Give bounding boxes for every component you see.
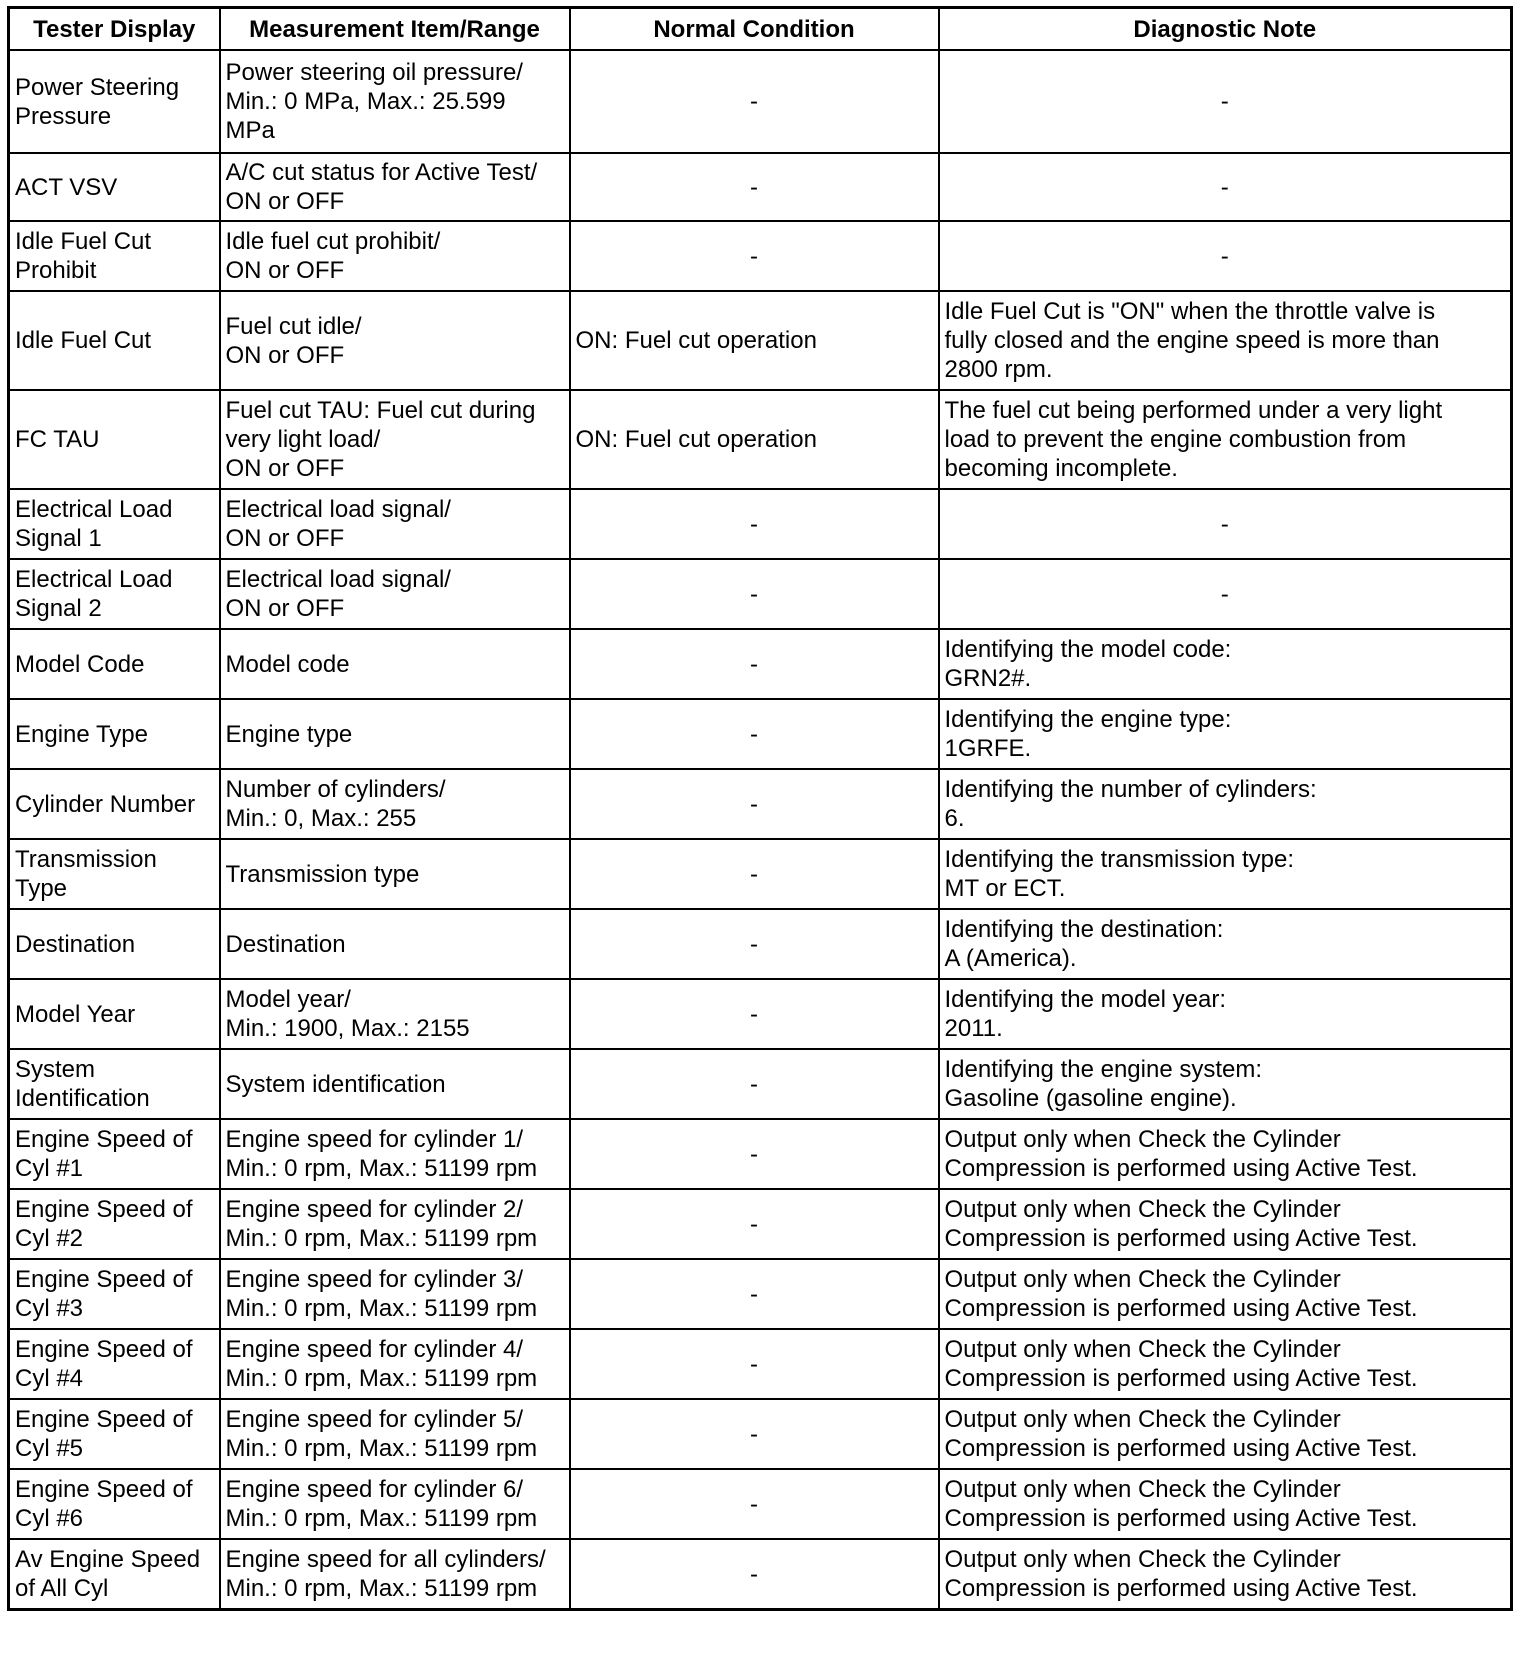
diagnostic-note-cell: - xyxy=(939,221,1512,291)
diagnostic-note-cell: Identifying the transmission type: MT or ECT. xyxy=(939,839,1512,909)
tester-display-cell: Cylinder Number xyxy=(9,769,220,839)
normal-condition-cell: - xyxy=(570,1259,939,1329)
measurement-cell: Transmission type xyxy=(220,839,570,909)
table-row xyxy=(9,839,1512,909)
tester-display-cell: FC TAU xyxy=(9,390,220,489)
tester-display-cell: Engine Speed of Cyl #6 xyxy=(9,1469,220,1539)
table-row xyxy=(9,1189,1512,1259)
measurement-cell: Electrical load signal/ ON or OFF xyxy=(220,559,570,629)
tester-display-cell: Idle Fuel Cut Prohibit xyxy=(9,221,220,291)
table-row xyxy=(9,1469,1512,1539)
tester-display-cell: Engine Speed of Cyl #1 xyxy=(9,1119,220,1189)
normal-condition-cell: - xyxy=(570,1049,939,1119)
tester-display-cell: ACT VSV xyxy=(9,153,220,221)
tester-display-cell: Destination xyxy=(9,909,220,979)
diagnostic-note-cell: Identifying the model code: GRN2#. xyxy=(939,629,1512,699)
normal-condition-cell: ON: Fuel cut operation xyxy=(570,291,939,390)
diagnostic-note-cell: - xyxy=(939,489,1512,559)
table-row xyxy=(9,291,1512,390)
tester-display-cell: Model Year xyxy=(9,979,220,1049)
tester-display-cell: Electrical Load Signal 2 xyxy=(9,559,220,629)
tester-display-cell: Electrical Load Signal 1 xyxy=(9,489,220,559)
measurement-cell: Fuel cut idle/ ON or OFF xyxy=(220,291,570,390)
measurement-cell: A/C cut status for Active Test/ ON or OFF xyxy=(220,153,570,221)
header-normal-condition: Normal Condition xyxy=(570,8,939,51)
measurement-cell: Engine speed for cylinder 3/ Min.: 0 rpm, Max.: 51199 rpm xyxy=(220,1259,570,1329)
table-row xyxy=(9,769,1512,839)
measurement-cell: Engine speed for cylinder 5/ Min.: 0 rpm, Max.: 51199 rpm xyxy=(220,1399,570,1469)
table-row xyxy=(9,559,1512,629)
normal-condition-cell: - xyxy=(570,839,939,909)
diagnostic-note-cell: Output only when Check the Cylinder Compression is performed using Active Test. xyxy=(939,1119,1512,1189)
table-row xyxy=(9,1329,1512,1399)
measurement-cell: Engine speed for cylinder 1/ Min.: 0 rpm, Max.: 51199 rpm xyxy=(220,1119,570,1189)
header-tester-display: Tester Display xyxy=(9,8,220,51)
normal-condition-cell: - xyxy=(570,153,939,221)
diagnostic-note-cell: Output only when Check the Cylinder Compression is performed using Active Test. xyxy=(939,1189,1512,1259)
tester-display-cell: Engine Speed of Cyl #4 xyxy=(9,1329,220,1399)
measurement-cell: Engine speed for cylinder 4/ Min.: 0 rpm, Max.: 51199 rpm xyxy=(220,1329,570,1399)
normal-condition-cell: - xyxy=(570,979,939,1049)
tester-display-cell: Engine Type xyxy=(9,699,220,769)
diagnostic-note-cell: Identifying the number of cylinders: 6. xyxy=(939,769,1512,839)
diagnostic-note-cell: - xyxy=(939,50,1512,153)
tester-display-cell: Engine Speed of Cyl #2 xyxy=(9,1189,220,1259)
data-list-table xyxy=(7,6,1513,1611)
tester-display-cell: Engine Speed of Cyl #3 xyxy=(9,1259,220,1329)
measurement-cell: Number of cylinders/ Min.: 0, Max.: 255 xyxy=(220,769,570,839)
diagnostic-note-cell: Output only when Check the Cylinder Compression is performed using Active Test. xyxy=(939,1399,1512,1469)
table-header-row xyxy=(9,8,1512,51)
tester-display-cell: Model Code xyxy=(9,629,220,699)
normal-condition-cell: - xyxy=(570,699,939,769)
measurement-cell: Idle fuel cut prohibit/ ON or OFF xyxy=(220,221,570,291)
measurement-cell: Power steering oil pressure/ Min.: 0 MPa, Max.: 25.599 MPa xyxy=(220,50,570,153)
tester-display-cell: Idle Fuel Cut xyxy=(9,291,220,390)
tester-display-cell: Engine Speed of Cyl #5 xyxy=(9,1399,220,1469)
diagnostic-note-cell: - xyxy=(939,153,1512,221)
normal-condition-cell: - xyxy=(570,221,939,291)
diagnostic-note-cell: Output only when Check the Cylinder Compression is performed using Active Test. xyxy=(939,1469,1512,1539)
diagnostic-note-cell: Identifying the engine type: 1GRFE. xyxy=(939,699,1512,769)
normal-condition-cell: - xyxy=(570,489,939,559)
table-row xyxy=(9,221,1512,291)
table-row xyxy=(9,1259,1512,1329)
table-row xyxy=(9,699,1512,769)
table-row xyxy=(9,489,1512,559)
diagnostic-note-cell: Output only when Check the Cylinder Compression is performed using Active Test. xyxy=(939,1539,1512,1610)
diagnostic-note-cell: Output only when Check the Cylinder Compression is performed using Active Test. xyxy=(939,1259,1512,1329)
tester-display-cell: Av Engine Speed of All Cyl xyxy=(9,1539,220,1610)
normal-condition-cell: - xyxy=(570,1539,939,1610)
tester-display-cell: Power Steering Pressure xyxy=(9,50,220,153)
measurement-cell: Engine speed for cylinder 6/ Min.: 0 rpm, Max.: 51199 rpm xyxy=(220,1469,570,1539)
table-row xyxy=(9,629,1512,699)
normal-condition-cell: - xyxy=(570,1119,939,1189)
measurement-cell: Model code xyxy=(220,629,570,699)
tester-display-cell: System Identification xyxy=(9,1049,220,1119)
measurement-cell: System identification xyxy=(220,1049,570,1119)
measurement-cell: Engine speed for all cylinders/ Min.: 0 rpm, Max.: 51199 rpm xyxy=(220,1539,570,1610)
table-row xyxy=(9,909,1512,979)
diagnostic-note-cell: Idle Fuel Cut is "ON" when the throttle valve is fully closed and the engine speed is more than 2800 rpm. xyxy=(939,291,1512,390)
header-diagnostic-note: Diagnostic Note xyxy=(939,8,1512,51)
diagnostic-note-cell: Identifying the engine system: Gasoline (gasoline engine). xyxy=(939,1049,1512,1119)
measurement-cell: Engine type xyxy=(220,699,570,769)
normal-condition-cell: - xyxy=(570,559,939,629)
diagnostic-note-cell: The fuel cut being performed under a very light load to prevent the engine combustion from becoming incomplete. xyxy=(939,390,1512,489)
normal-condition-cell: ON: Fuel cut operation xyxy=(570,390,939,489)
header-measurement-item-range: Measurement Item/Range xyxy=(220,8,570,51)
normal-condition-cell: - xyxy=(570,629,939,699)
table-row xyxy=(9,1119,1512,1189)
table-row xyxy=(9,1539,1512,1610)
table-row xyxy=(9,979,1512,1049)
normal-condition-cell: - xyxy=(570,1469,939,1539)
diagnostic-note-cell: Output only when Check the Cylinder Compression is performed using Active Test. xyxy=(939,1329,1512,1399)
measurement-cell: Fuel cut TAU: Fuel cut during very light load/ ON or OFF xyxy=(220,390,570,489)
normal-condition-cell: - xyxy=(570,50,939,153)
measurement-cell: Electrical load signal/ ON or OFF xyxy=(220,489,570,559)
measurement-cell: Destination xyxy=(220,909,570,979)
diagnostic-note-cell: Identifying the model year: 2011. xyxy=(939,979,1512,1049)
normal-condition-cell: - xyxy=(570,769,939,839)
measurement-cell: Model year/ Min.: 1900, Max.: 2155 xyxy=(220,979,570,1049)
tester-display-cell: Transmission Type xyxy=(9,839,220,909)
table-row xyxy=(9,1399,1512,1469)
normal-condition-cell: - xyxy=(570,1399,939,1469)
measurement-cell: Engine speed for cylinder 2/ Min.: 0 rpm, Max.: 51199 rpm xyxy=(220,1189,570,1259)
diagnostic-note-cell: - xyxy=(939,559,1512,629)
table-row xyxy=(9,153,1512,221)
table-row xyxy=(9,50,1512,153)
normal-condition-cell: - xyxy=(570,1189,939,1259)
normal-condition-cell: - xyxy=(570,909,939,979)
table-row xyxy=(9,390,1512,489)
normal-condition-cell: - xyxy=(570,1329,939,1399)
table-row xyxy=(9,1049,1512,1119)
diagnostic-note-cell: Identifying the destination: A (America). xyxy=(939,909,1512,979)
